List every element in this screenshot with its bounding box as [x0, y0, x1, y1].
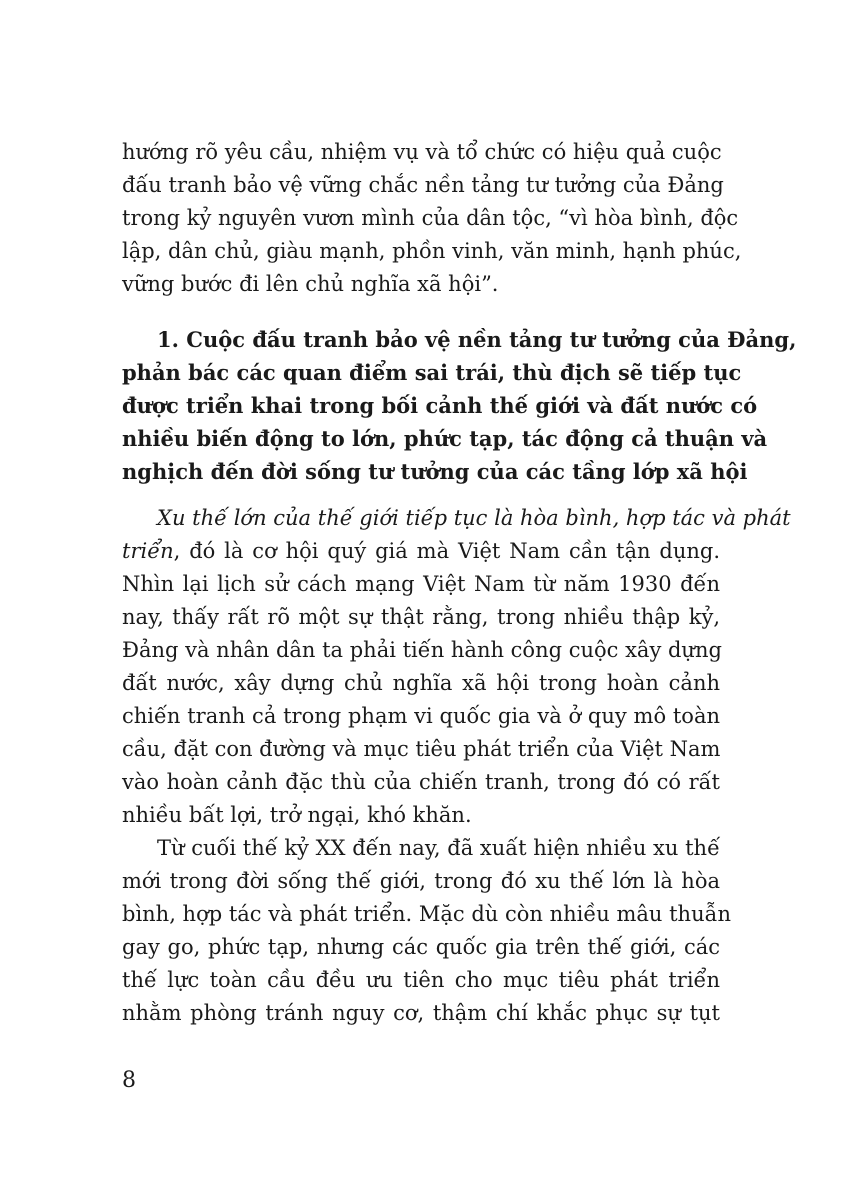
- heading-line: phản bác các quan điểm sai trái, thù địch sẽ tiếp tục: [122, 360, 742, 385]
- text-line: nay, thấy rất rõ một sự thật rằng, trong nhiều thập kỷ,: [122, 605, 720, 629]
- page-body: [122, 136, 797, 1030]
- text-span: , đó là cơ hội quý giá mà Việt Nam cần tận dụng.: [173, 539, 720, 563]
- text-line: Đảng và nhân dân ta phải tiến hành công cuộc xây dựng: [122, 638, 722, 662]
- text-line: vững bước đi lên chủ nghĩa xã hội”.: [122, 272, 499, 296]
- text-line: lập, dân chủ, giàu mạnh, phồn vinh, văn minh, hạnh phúc,: [122, 239, 742, 263]
- text-line: nhằm phòng tránh nguy cơ, thậm chí khắc phục sự tụt: [122, 1001, 720, 1025]
- italic-line: Xu thế lớn của thế giới tiếp tục là hòa bình, hợp tác và phát: [157, 506, 791, 530]
- heading-line: nghịch đến đời sống tư tưởng của các tầng lớp xã hội: [122, 459, 748, 484]
- heading-line: 1. Cuộc đấu tranh bảo vệ nền tảng tư tưởng của Đảng,: [157, 327, 797, 352]
- text-line: mới trong đời sống thế giới, trong đó xu thế lớn là hòa: [122, 869, 720, 893]
- text-line: nhiều bất lợi, trở ngại, khó khăn.: [122, 803, 472, 827]
- text-line: thế lực toàn cầu đều ưu tiên cho mục tiêu phát triển: [122, 968, 720, 992]
- paragraph-2: [122, 502, 791, 832]
- text-line: chiến tranh cả trong phạm vi quốc gia và ở quy mô toàn: [122, 704, 720, 728]
- text-line: hướng rõ yêu cầu, nhiệm vụ và tổ chức có hiệu quả cuộc: [122, 140, 722, 164]
- text-line: Từ cuối thế kỷ XX đến nay, đã xuất hiện nhiều xu thế: [157, 836, 720, 860]
- page-number: 8: [122, 1068, 136, 1093]
- paragraph-3: [122, 832, 731, 1030]
- text-line: đất nước, xây dựng chủ nghĩa xã hội trong hoàn cảnh: [122, 671, 720, 695]
- text-line: gay go, phức tạp, nhưng các quốc gia trên thế giới, các: [122, 935, 720, 959]
- heading-line: nhiều biến động to lớn, phức tạp, tác động cả thuận và: [122, 426, 768, 451]
- italic-word: triển: [122, 539, 174, 563]
- text-line: đấu tranh bảo vệ vững chắc nền tảng tư tưởng của Đảng: [122, 173, 724, 197]
- text-line: Nhìn lại lịch sử cách mạng Việt Nam từ năm 1930 đến: [122, 572, 720, 596]
- text-line: trong kỷ nguyên vươn mình của dân tộc, “vì hòa bình, độc: [122, 206, 739, 230]
- text-line: cầu, đặt con đường và mục tiêu phát triển của Việt Nam: [122, 737, 721, 761]
- text-line: bình, hợp tác và phát triển. Mặc dù còn nhiều mâu thuẫn: [122, 902, 731, 926]
- text-line: [122, 535, 720, 568]
- heading-line: được triển khai trong bối cảnh thế giới và đất nước có: [122, 393, 758, 418]
- section-heading: [122, 323, 797, 488]
- paragraph-1: [122, 136, 742, 301]
- text-line: vào hoàn cảnh đặc thù của chiến tranh, trong đó có rất: [122, 770, 720, 794]
